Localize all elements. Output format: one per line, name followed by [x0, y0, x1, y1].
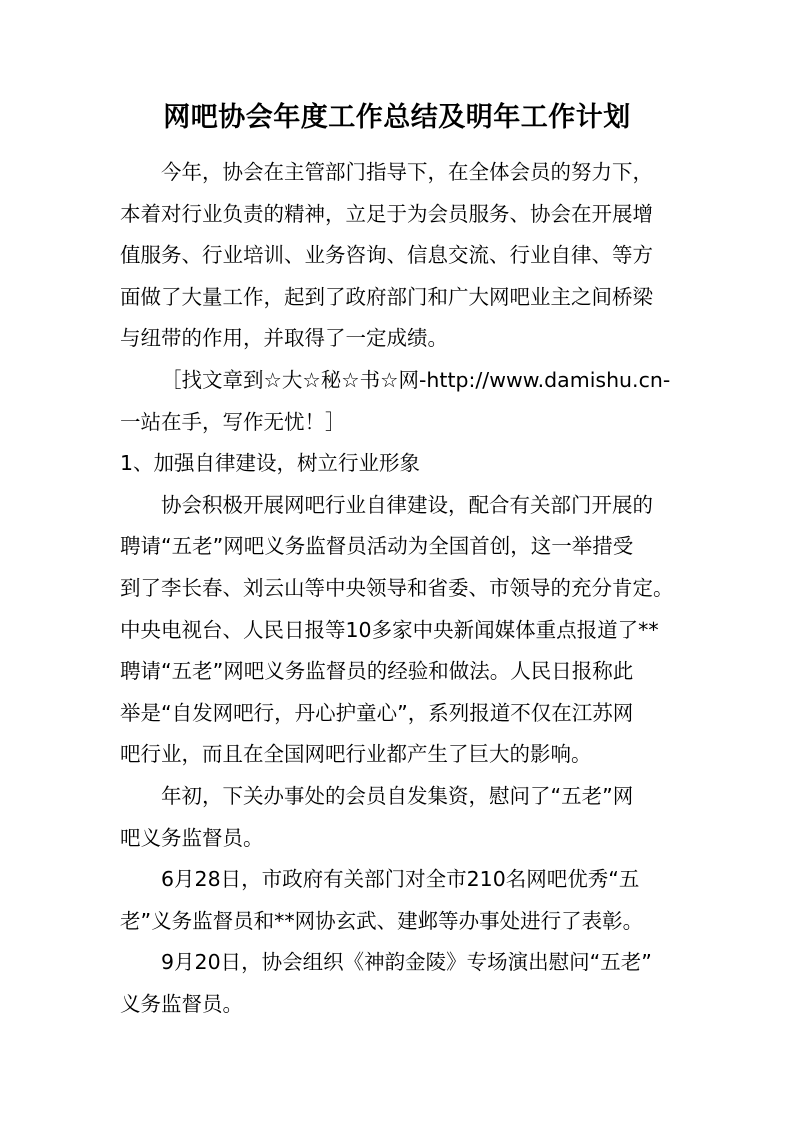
paragraph-line: 本着对行业负责的精神，立足于为会员服务、协会在开展增	[120, 201, 653, 226]
paragraph-line: 吧义务监督员。	[120, 825, 264, 850]
paragraph-line: 到了李长春、刘云山等中央领导和省委、市领导的充分肯定。	[120, 575, 674, 600]
document-body	[120, 152, 694, 1025]
paragraph-line: 老”义务监督员和**网协玄武、建邺等办事处进行了表彰。	[120, 908, 644, 933]
source-note-line: ［找文章到☆大☆秘☆书☆网-http://www.damishu.cn-	[161, 367, 671, 392]
paragraph-line: 举是“自发网吧行，丹心护童心”，系列报道不仅在江苏网	[120, 700, 634, 725]
paragraph-line: 中央电视台、人民日报等10多家中央新闻媒体重点报道了**	[120, 617, 659, 642]
paragraph-line: 与纽带的作用，并取得了一定成绩。	[120, 326, 448, 351]
paragraph-line: 聘请“五老”网吧义务监督员的经验和做法。人民日报称此	[120, 659, 634, 684]
paragraph-line: 吧行业，而且在全国网吧行业都产生了巨大的影响。	[120, 742, 592, 767]
paragraph-line: 聘请“五老”网吧义务监督员活动为全国首创，这一举措受	[120, 534, 634, 559]
paragraph-line: 年初，下关办事处的会员自发集资，慰问了“五老”网	[161, 783, 634, 808]
paragraph-line: 义务监督员。	[120, 991, 243, 1016]
paragraph-line: 值服务、行业培训、业务咨询、信息交流、行业自律、等方	[120, 243, 653, 268]
document-title: 网吧协会年度工作总结及明年工作计划	[163, 102, 631, 133]
paragraph-line: 6月28日，市政府有关部门对全市210名网吧优秀“五	[161, 867, 640, 892]
section-heading: 1、加强自律建设，树立行业形象	[120, 451, 421, 476]
paragraph-line: 面做了大量工作，起到了政府部门和广大网吧业主之间桥梁	[120, 284, 653, 309]
paragraph-line: 今年，协会在主管部门指导下，在全体会员的努力下，	[161, 160, 653, 184]
paragraph-line: 9月20日，协会组织《神韵金陵》专场演出慰问“五老”	[161, 950, 652, 975]
paragraph-line: 协会积极开展网吧行业自律建设，配合有关部门开展的	[161, 492, 653, 517]
source-note-line: 一站在手，写作无忧！］	[120, 409, 346, 434]
